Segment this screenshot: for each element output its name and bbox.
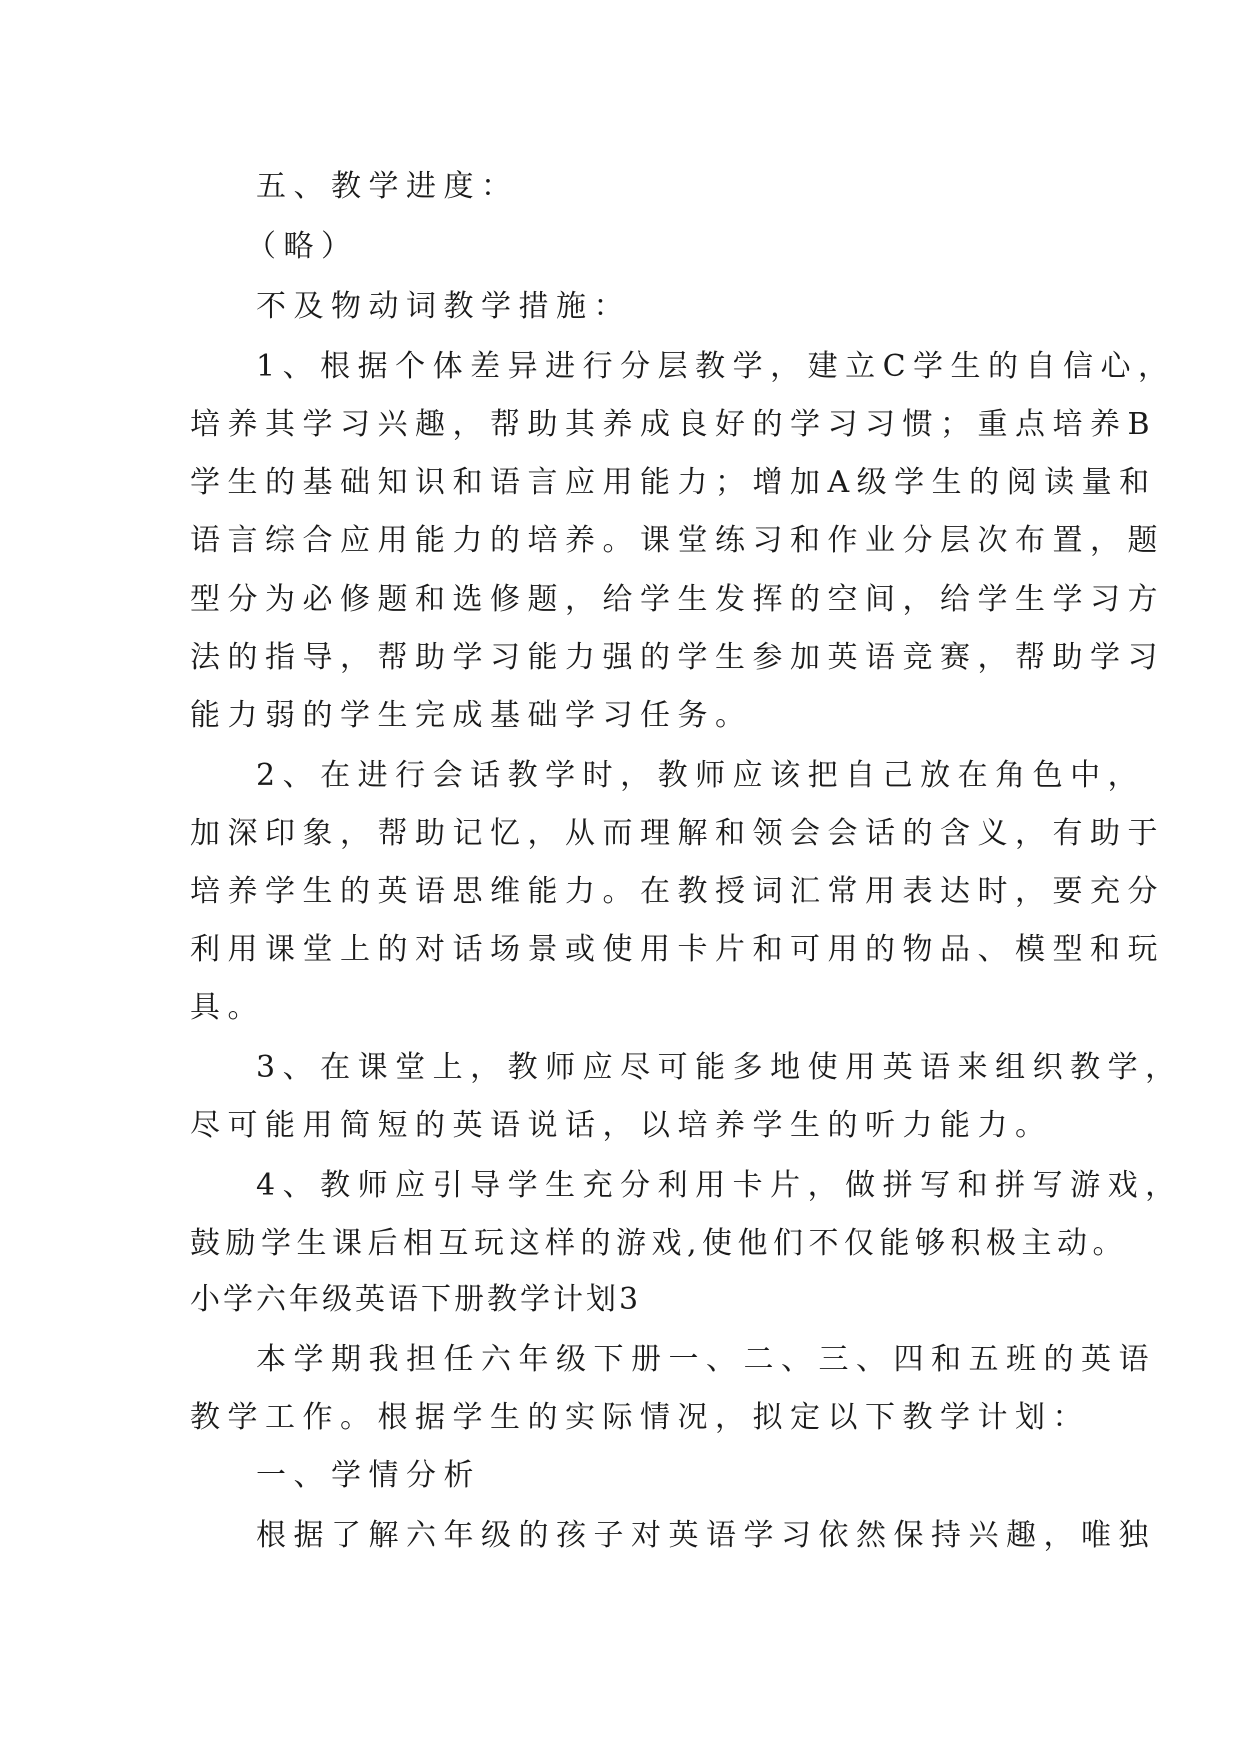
- text-line: 加深印象，帮助记忆，从而理解和领会会话的含义，有助于: [190, 816, 1165, 851]
- text-line: 教学工作。根据学生的实际情况，拟定以下教学计划：: [190, 1400, 1090, 1435]
- text-line: 2、在进行会话教学时，教师应该把自己放在角色中，: [256, 758, 1146, 793]
- text-line: 学生的基础知识和语言应用能力；增加A级学生的阅读量和: [190, 465, 1157, 500]
- text-line: 具。: [190, 990, 265, 1025]
- text-line: 法的指导，帮助学习能力强的学生参加英语竞赛，帮助学习: [190, 640, 1165, 675]
- text-line: 3、在课堂上，教师应尽可能多地使用英语来组织教学，: [256, 1050, 1183, 1085]
- text-line: 利用课堂上的对话场景或使用卡片和可用的物品、模型和玩: [190, 932, 1165, 967]
- text-line: 培养学生的英语思维能力。在教授词汇常用表达时，要充分: [190, 874, 1165, 909]
- text-line: 4、教师应引导学生充分利用卡片，做拼写和拼写游戏，: [256, 1168, 1183, 1203]
- section-heading-analysis: 一、学情分析: [256, 1458, 481, 1493]
- text-line: 培养其学习兴趣，帮助其养成良好的学习习惯；重点培养B: [190, 407, 1158, 442]
- text-line: 能力弱的学生完成基础学习任务。: [190, 698, 753, 733]
- text-line: 根据了解六年级的孩子对英语学习依然保持兴趣，唯独: [256, 1518, 1156, 1553]
- text-line: 鼓励学生课后相互玩这样的游戏,使他们不仅能够积极主动。: [190, 1226, 1129, 1261]
- section-title-plan-3: 小学六年级英语下册教学计划3: [190, 1282, 642, 1317]
- text-line: 尽可能用简短的英语说话，以培养学生的听力能力。: [190, 1108, 1053, 1143]
- section-heading-measures: 不及物动词教学措施：: [256, 289, 631, 324]
- text-line: 语言综合应用能力的培养。课堂练习和作业分层次布置，题: [190, 523, 1165, 558]
- text-line: 型分为必修题和选修题，给学生发挥的空间，给学生学习方: [190, 582, 1165, 617]
- text-line: 1、根据个体差异进行分层教学，建立C学生的自信心，: [256, 349, 1176, 384]
- section-heading-progress: 五、教学进度：: [256, 169, 519, 204]
- text-line: （略）: [246, 229, 359, 264]
- text-line: 本学期我担任六年级下册一、二、三、四和五班的英语: [256, 1342, 1156, 1377]
